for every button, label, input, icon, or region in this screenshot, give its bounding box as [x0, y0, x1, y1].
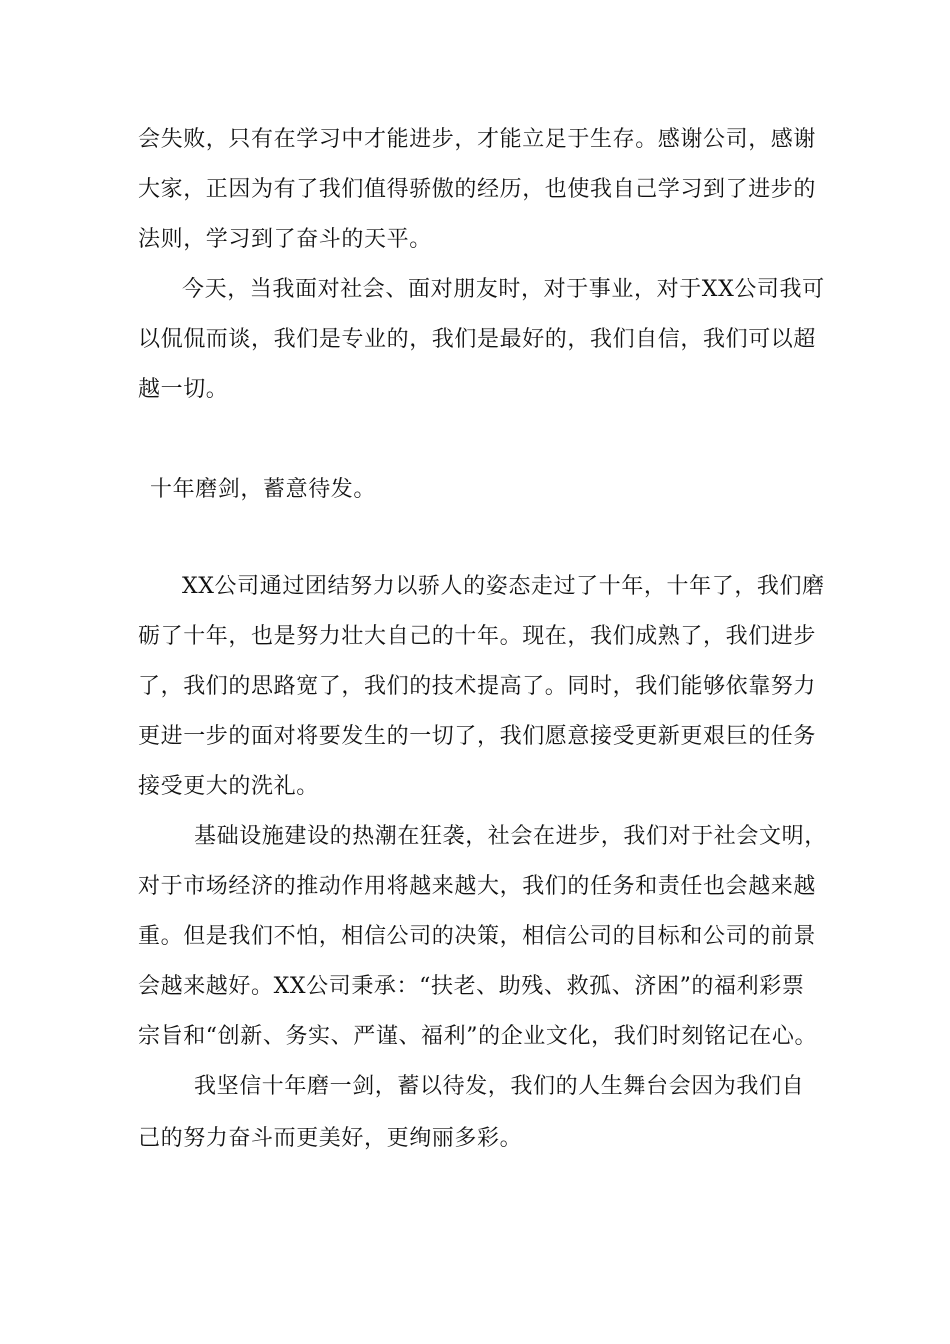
- text-line: 接受更大的洗礼。: [138, 774, 319, 799]
- text-line: 基础设施建设的热潮在狂袭，社会在进步，我们对于社会文明，: [194, 824, 827, 849]
- text-line: 重。但是我们不怕，相信公司的决策，相信公司的目标和公司的前景: [138, 924, 817, 949]
- text-line: 宗旨和“创新、务实、严谨、福利”的企业文化，我们时刻铭记在心。: [138, 1024, 818, 1049]
- text-line: 法则，学习到了奋斗的天平。: [138, 227, 432, 252]
- text-line: 越一切。: [138, 377, 229, 402]
- text-line: 我坚信十年磨一剑，蓄以待发，我们的人生舞台会因为我们自: [194, 1074, 805, 1099]
- text-line: 大家，正因为有了我们值得骄傲的经历，也使我自己学习到了进步的: [138, 177, 817, 202]
- text-line: 会失败，只有在学习中才能进步，才能立足于生存。感谢公司，感谢: [138, 127, 817, 152]
- text-line: 砺了十年，也是努力壮大自己的十年。现在，我们成熟了，我们进步: [138, 624, 817, 649]
- text-line: 己的努力奋斗而更美好，更绚丽多彩。: [138, 1126, 523, 1151]
- text-line: 更进一步的面对将要发生的一切了，我们愿意接受更新更艰巨的任务: [138, 724, 817, 749]
- text-line: 了，我们的思路宽了，我们的技术提高了。同时，我们能够依靠努力: [138, 674, 817, 699]
- text-line: 以侃侃而谈，我们是专业的，我们是最好的，我们自信，我们可以超: [138, 327, 817, 352]
- text-line: 今天，当我面对社会、面对朋友时，对于事业，对于XX公司我可: [182, 277, 825, 302]
- text-line: 对于市场经济的推动作用将越来越大，我们的任务和责任也会越来越: [138, 874, 817, 899]
- section-heading: 十年磨剑，蓄意待发。: [150, 477, 377, 502]
- text-line: XX公司通过团结努力以骄人的姿态走过了十年，十年了，我们磨: [182, 574, 825, 599]
- text-line: 会越来越好。XX公司秉承：“扶老、助残、救孤、济困”的福利彩票: [138, 974, 805, 999]
